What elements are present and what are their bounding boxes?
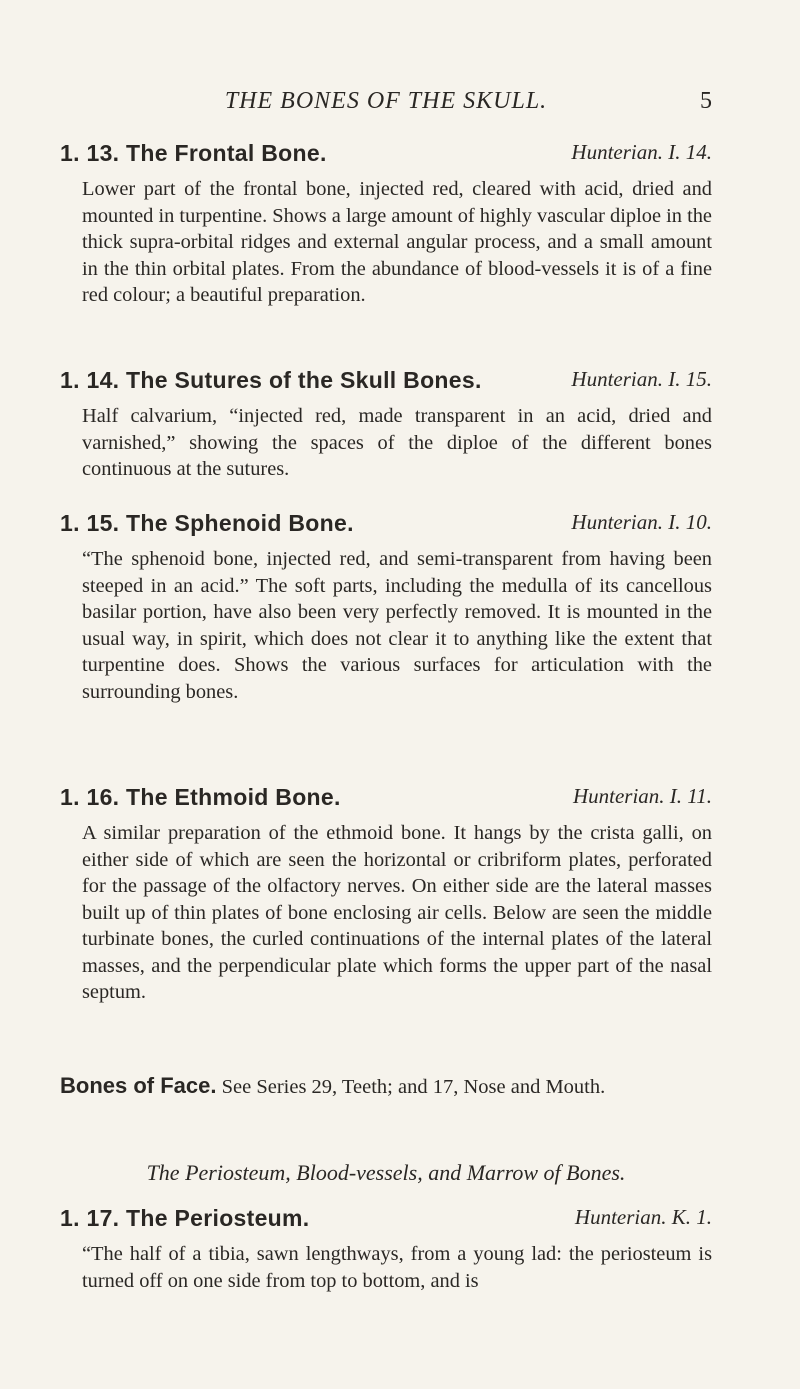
entry-heading — [60, 367, 712, 403]
entry-body: Lower part of the frontal bone, injected red, cleared with acid, dried and mounted in turpentine. Shows a large amount of highly vascular diploe in the thick supra-orbital ridges and external angular process, and a small amount in the thin orbital plates. From the abundance of blood-vessels it is of a fine red colour; a beautiful preparation. — [82, 178, 712, 306]
entry-reference: Hunterian. I. 10. — [571, 510, 712, 534]
entry-sutures — [60, 367, 712, 483]
entry-reference: Hunterian. K. 1. — [574, 1205, 712, 1229]
entry-body: Half calvarium, “injected red, made transparent in an acid, dried and varnished,” showing the spaces of the diploe of the different bones continuous at the sutures. — [82, 405, 712, 480]
entry-reference: Hunterian. I. 14. — [571, 140, 712, 164]
entry-reference: Hunterian. I. 15. — [571, 367, 712, 391]
entry-ethmoid-bone — [60, 784, 712, 1006]
entry-body: A similar preparation of the ethmoid bone. It hangs by the crista galli, on either side of which are seen the horizontal or cribriform plates, perforated for the passage of the olfactory nerves. On either side are the lateral masses built up of thin plates of bone enclosing air cells. Below are seen the middle turbinate bones, the curled continuations of the internal plates of the lateral masses, and the perpendicular plate which forms the upper part of the nasal septum. — [82, 822, 712, 1003]
running-head-title: THE BONES OF THE SKULL. — [224, 88, 548, 114]
entry-title: 1. 17. The Periosteum. — [60, 1205, 310, 1231]
entry-sphenoid-bone — [60, 510, 712, 705]
entry-heading — [60, 784, 712, 820]
section-title: The Periosteum, Blood-vessels, and Marrow of Bones. — [146, 1160, 626, 1185]
entry-heading — [60, 140, 712, 176]
bones-of-face-label: Bones of Face. — [60, 1073, 217, 1098]
entry-title: 1. 16. The Ethmoid Bone. — [60, 784, 341, 810]
entry-title: 1. 14. The Sutures of the Skull Bones. — [60, 367, 482, 393]
entry-heading — [60, 510, 712, 546]
entry-heading — [60, 1205, 712, 1241]
entry-frontal-bone — [60, 140, 712, 309]
entry-periosteum — [60, 1205, 712, 1294]
bones-of-face-note — [60, 1073, 712, 1099]
entry-title: 1. 15. The Sphenoid Bone. — [60, 510, 354, 536]
entry-body: “The sphenoid bone, injected red, and semi-transparent from having been steeped in an acid.” The soft parts, including the medulla of its cancellous basilar portion, have also been very perfectly removed. It is mounted in the usual way, in spirit, which does not clear it to anything like the extent that turpentine does. Shows the various surfaces for articulation with the surrounding bones. — [82, 548, 712, 703]
entry-body: “The half of a tibia, sawn lengthways, from a young lad: the periosteum is turned off on one side from top to bottom, and is — [82, 1243, 712, 1292]
entry-title: 1. 13. The Frontal Bone. — [60, 140, 327, 166]
entry-reference: Hunterian. I. 11. — [572, 784, 712, 808]
running-head — [60, 88, 712, 118]
bones-of-face-text: See Series 29, Teeth; and 17, Nose and Mouth. — [221, 1076, 606, 1098]
page-number: 5 — [700, 88, 712, 114]
